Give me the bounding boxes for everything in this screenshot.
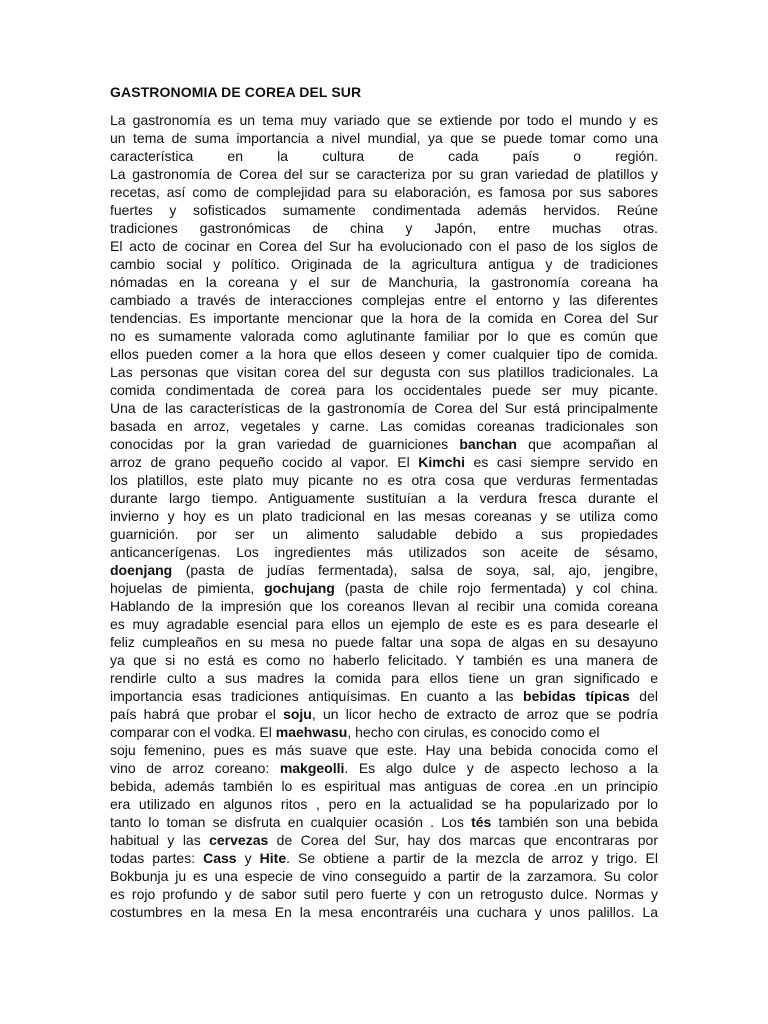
text-segment: La gastronomía es un tema muy variado que se extiende por todo el mundo y es <box>110 112 658 128</box>
text-segment: soju femenino, pues es más suave que este. Hay una bebida conocida como el <box>110 742 658 758</box>
bold-term: soju <box>283 706 312 722</box>
text-segment: (pasta de chile rojo fermentada) y col china. <box>334 580 658 596</box>
text-segment: durante largo tiempo. Antiguamente sustituían a la verdura fresca durante el <box>110 490 658 506</box>
bold-term: banchan <box>459 436 517 452</box>
text-segment: recetas, así como de complejidad para su elaboración, es famosa por sus sabores <box>110 184 658 200</box>
text-segment: . Es algo dulce y de aspecto lechoso a la <box>344 760 658 776</box>
text-segment: fuertes y sofisticados sumamente condimentada además hervidos. Reúne <box>110 202 658 218</box>
text-line <box>110 867 658 885</box>
text-segment: país habrá que probar el <box>110 706 284 722</box>
text-segment: los platillos, este plato muy picante no es otra cosa que verduras fermentadas <box>110 472 658 488</box>
text-segment: Una de las características de la gastronomía de Corea del Sur está principalmente <box>110 400 658 416</box>
text-line <box>110 489 658 507</box>
text-line <box>110 651 658 669</box>
text-line <box>110 291 658 309</box>
bold-term: tés <box>471 814 492 830</box>
text-segment: ellos pueden comer a la hora que ellos deseen y comer cualquier tipo de comida. <box>110 346 658 362</box>
document-title: GASTRONOMIA DE COREA DEL SUR <box>110 84 362 100</box>
text-line <box>110 831 658 849</box>
text-segment: ya que si no está es como no haberlo felicitado. Y también es una manera de <box>110 652 658 668</box>
text-segment: todas partes: <box>110 850 204 866</box>
text-line <box>110 543 658 561</box>
text-segment: costumbres en la mesa En la mesa encontraréis una cuchara y unos palillos. La <box>110 904 658 920</box>
text-segment: La gastronomía de Corea del sur se caracteriza por su gran variedad de platillos y <box>110 166 658 182</box>
text-segment: nómadas en la coreana y el sur de Manchuria, la gastronomía coreana ha <box>110 274 658 290</box>
text-segment: conocidas por la gran variedad de guarniciones <box>110 436 460 452</box>
text-segment: importancia esas tradiciones antiquísimas. En cuanto a las <box>110 688 524 704</box>
text-segment: comida condimentada de corea para los occidentales puede ser muy picante. <box>110 382 658 398</box>
text-line <box>110 435 658 453</box>
text-segment: era utilizado en algunos ritos , pero en la actualidad se ha popularizado por lo <box>110 796 658 812</box>
text-line <box>110 705 658 723</box>
text-line <box>110 777 658 795</box>
text-line <box>110 129 658 147</box>
text-segment: , hecho con cirulas, es conocido como el <box>347 724 600 740</box>
text-segment: . Se obtiene a partir de la mezcla de arroz y trigo. El <box>286 850 658 866</box>
text-segment: es rojo profundo y de sabor sutil pero fuerte y con un retrogusto dulce. Normas y <box>110 886 658 902</box>
bold-term: Cass <box>203 850 237 866</box>
text-line <box>110 795 658 813</box>
text-segment: comparar con el vodka. El <box>110 724 276 740</box>
text-segment: es muy agradable esencial para ellos un ejemplo de este es es para desearle el <box>110 616 658 632</box>
text-line <box>110 723 658 741</box>
text-line <box>110 615 658 633</box>
text-segment: Hablando de la impresión que los coreanos llevan al recibir una comida coreana <box>110 598 658 614</box>
text-line <box>110 813 658 831</box>
text-line <box>110 471 658 489</box>
text-segment: cambio social y político. Originada de la agricultura antigua y de tradiciones <box>110 256 658 272</box>
text-line <box>110 597 658 615</box>
bold-term: makgeolli <box>279 760 345 776</box>
text-line <box>110 759 658 777</box>
text-line <box>110 111 658 129</box>
text-segment: basada en arroz, vegetales y carne. Las comidas coreanas tradicionales son <box>110 418 658 434</box>
text-segment: de Corea del Sur, hay dos marcas que encontraras por <box>268 832 658 848</box>
text-segment: cambiado a través de interacciones complejas entre el entorno y las diferentes <box>110 292 658 308</box>
text-line <box>110 417 658 435</box>
text-segment: característica en la cultura de cada país o región. <box>110 148 658 164</box>
bold-term: cervezas <box>209 832 269 848</box>
text-line <box>110 201 658 219</box>
text-segment: El acto de cocinar en Corea del Sur ha evolucionado con el paso de los siglos de <box>110 238 658 254</box>
document-body <box>110 111 658 921</box>
text-line <box>110 579 658 597</box>
text-segment: bebida, además también lo es espiritual mas antiguas de corea .en un principio <box>110 778 658 794</box>
text-segment: Bokbunja ju es una especie de vino conseguido a partir de la zarzamora. Su color <box>110 868 658 884</box>
text-line <box>110 633 658 651</box>
text-segment: hojuelas de pimienta, <box>110 580 265 596</box>
text-line <box>110 363 658 381</box>
text-line <box>110 237 658 255</box>
text-segment: vino de arroz coreano: <box>110 760 280 776</box>
text-line <box>110 381 658 399</box>
text-line <box>110 345 658 363</box>
text-line <box>110 903 658 921</box>
bold-term: doenjang <box>110 562 173 578</box>
bold-term: maehwasu <box>275 724 348 740</box>
text-segment: es casi siempre servido en <box>464 454 658 470</box>
text-line <box>110 507 658 525</box>
text-segment: , un licor hecho de extracto de arroz que se podría <box>311 706 658 722</box>
text-segment: que acompañan al <box>516 436 658 452</box>
text-line <box>110 741 658 759</box>
text-line <box>110 183 658 201</box>
text-segment: invierno y hoy es un plato tradicional en las mesas coreanas y se utiliza como <box>110 508 658 524</box>
text-line <box>110 165 658 183</box>
text-segment: habitual y las <box>110 832 210 848</box>
bold-term: gochujang <box>264 580 335 596</box>
text-segment: tendencias. Es importante mencionar que la hora de la comida en Corea del Sur <box>110 310 658 326</box>
text-segment: feliz cumpleaños en su mesa no puede faltar una sopa de algas en su desayuno <box>110 634 658 650</box>
bold-term: Kimchi <box>418 454 465 470</box>
text-segment: rendirle culto a sus madres la comida para ellos tiene un gran significado e <box>110 670 658 686</box>
bold-term: bebidas típicas <box>523 688 630 704</box>
text-line <box>110 327 658 345</box>
text-line <box>110 849 658 867</box>
text-segment: del <box>629 688 658 704</box>
text-line <box>110 525 658 543</box>
text-line <box>110 453 658 471</box>
text-line <box>110 309 658 327</box>
text-line <box>110 255 658 273</box>
text-line <box>110 147 658 165</box>
bold-term: Hite <box>259 850 287 866</box>
text-segment: y <box>236 850 260 866</box>
text-line <box>110 885 658 903</box>
text-segment: tanto lo toman se disfruta en cualquier ocasión . Los <box>110 814 472 830</box>
text-segment: tradiciones gastronómicas de china y Japón, entre muchas otras. <box>110 220 658 236</box>
text-segment: también son una bebida <box>491 814 658 830</box>
text-segment: Las personas que visitan corea del sur degusta con sus platillos tradicionales. La <box>110 364 658 380</box>
text-segment: anticancerígenas. Los ingredientes más utilizados son aceite de sésamo, <box>110 544 658 560</box>
text-line <box>110 669 658 687</box>
text-segment: arroz de grano pequeño cocido al vapor. El <box>110 454 419 470</box>
text-line <box>110 219 658 237</box>
text-line <box>110 687 658 705</box>
text-line <box>110 273 658 291</box>
text-segment: (pasta de judías fermentada), salsa de soya, sal, ajo, jengibre, <box>172 562 658 578</box>
text-segment: guarnición. por ser un alimento saludable debido a sus propiedades <box>110 526 658 542</box>
text-line <box>110 561 658 579</box>
text-line <box>110 399 658 417</box>
text-segment: un tema de suma importancia a nivel mundial, ya que se puede tomar como una <box>110 130 658 146</box>
text-segment: no es sumamente valorada como aglutinante familiar por lo que es común que <box>110 328 658 344</box>
